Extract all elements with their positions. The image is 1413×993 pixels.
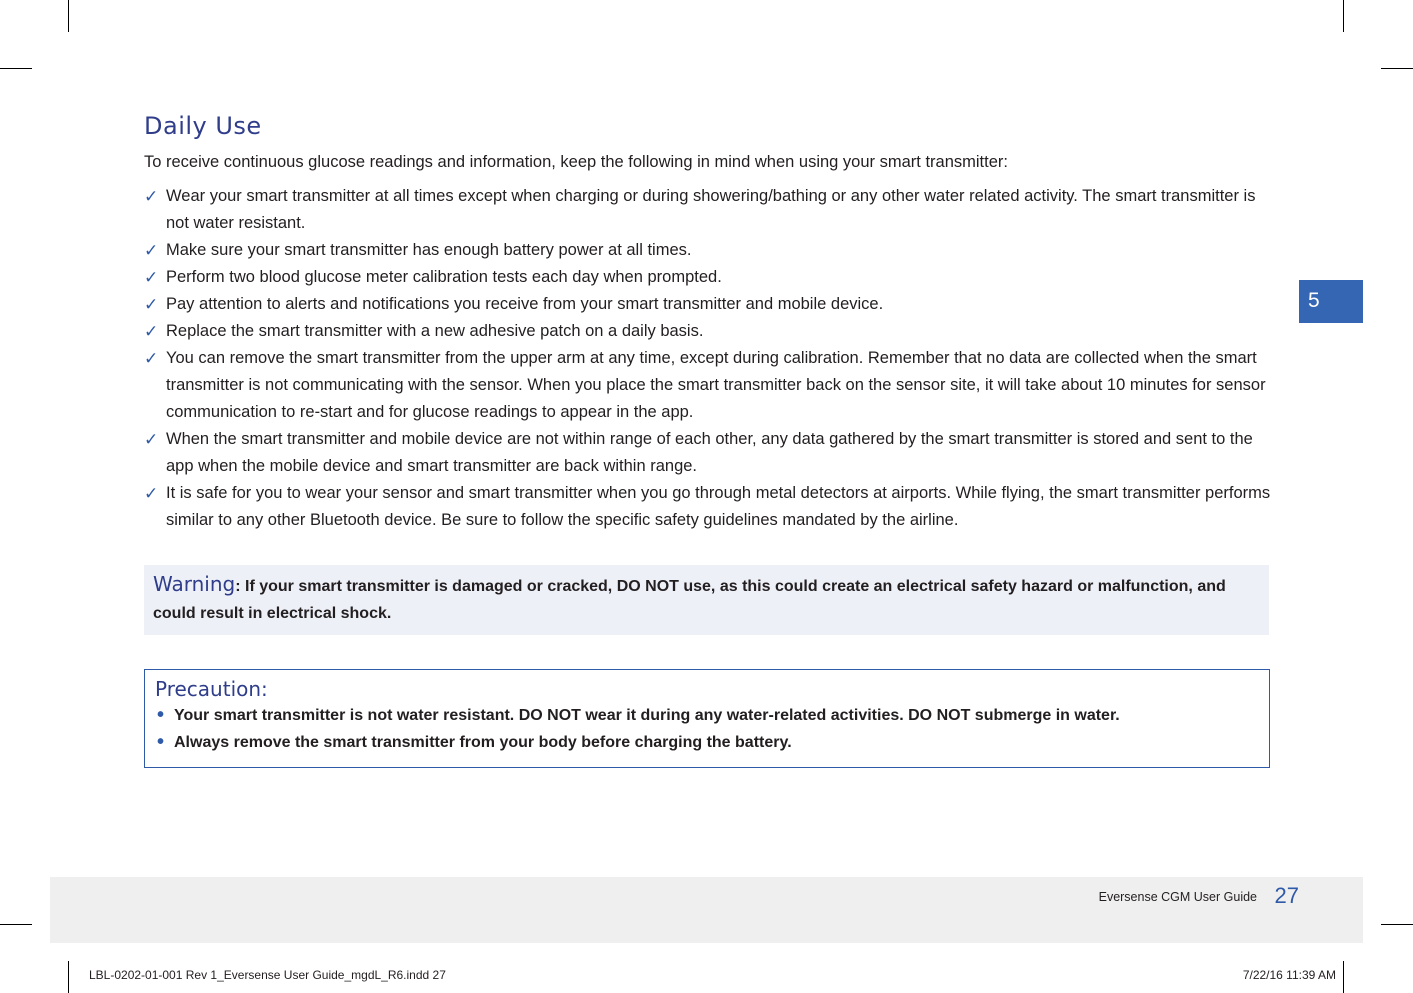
list-item-text: Wear your smart transmitter at all times except when charging or during showering/bathing or any other water related activity. The smart transmitter is not water resistant. bbox=[166, 187, 1256, 232]
page-number: 27 bbox=[1274, 883, 1299, 908]
chapter-tab bbox=[1299, 280, 1363, 323]
list-item bbox=[144, 264, 1274, 291]
bullet-icon: • bbox=[157, 704, 165, 726]
checkmark-icon: ✓ bbox=[144, 295, 159, 314]
precaution-text: Your smart transmitter is not water resistant. DO NOT wear it during any water-related activities. DO NOT submerge in water. bbox=[174, 707, 1120, 724]
list-item-text: It is safe for you to wear your sensor and smart transmitter when you go through metal detectors at airports. While flying, the smart transmitter performs similar to any other Bluetooth device. Be sure to follow the specific safety guidelines mandated by the airline. bbox=[166, 484, 1271, 529]
footer-guide-title: Eversense CGM User Guide bbox=[1098, 890, 1257, 904]
list-item-text: Replace the smart transmitter with a new adhesive patch on a daily basis. bbox=[166, 322, 704, 340]
checkmark-icon: ✓ bbox=[144, 187, 159, 206]
list-item bbox=[144, 345, 1274, 426]
crop-mark bbox=[1381, 68, 1413, 69]
crop-mark bbox=[1343, 961, 1344, 993]
checkmark-icon: ✓ bbox=[144, 484, 159, 503]
list-item bbox=[144, 426, 1274, 480]
precaution-text: Always remove the smart transmitter from your body before charging the battery. bbox=[174, 734, 792, 751]
list-item bbox=[144, 480, 1274, 534]
crop-mark bbox=[0, 68, 32, 69]
crop-mark bbox=[68, 0, 69, 32]
checkmark-icon: ✓ bbox=[144, 349, 159, 368]
intro-text: To receive continuous glucose readings and information, keep the following in mind when using your smart transmitter: bbox=[144, 153, 1008, 171]
list-item bbox=[144, 318, 1274, 345]
crop-mark bbox=[1343, 0, 1344, 32]
checkmark-icon: ✓ bbox=[144, 268, 159, 287]
list-item bbox=[144, 183, 1274, 237]
list-item-text: Pay attention to alerts and notifications you receive from your smart transmitter and mobile device. bbox=[166, 295, 884, 313]
crop-mark bbox=[0, 924, 32, 925]
slug-datetime: 7/22/16 11:39 AM bbox=[1242, 968, 1336, 982]
crop-mark bbox=[68, 961, 69, 993]
list-item-text: Perform two blood glucose meter calibration tests each day when prompted. bbox=[166, 268, 722, 286]
list-item-text: You can remove the smart transmitter from the upper arm at any time, except during calibration. Remember that no data are collected when the smart transmitter is not communicating with the sensor. When you place the smart transmitter back on the sensor site, it will take about 10 minutes for sensor communication to re-start and for glucose readings to appear in the app. bbox=[166, 349, 1266, 421]
list-item bbox=[144, 291, 1274, 318]
warning-box bbox=[144, 565, 1269, 635]
checkmark-icon: ✓ bbox=[144, 322, 159, 341]
crop-mark bbox=[1381, 924, 1413, 925]
list-item-text: Make sure your smart transmitter has enough battery power at all times. bbox=[166, 241, 692, 259]
precaution-box bbox=[144, 669, 1270, 768]
list-item-text: When the smart transmitter and mobile device are not within range of each other, any data gathered by the smart transmitter is stored and sent to the app when the mobile device and smart transmitter are back within range. bbox=[166, 430, 1253, 475]
list-item bbox=[144, 237, 1274, 264]
list-item bbox=[155, 729, 1259, 756]
section-title: Daily Use bbox=[144, 112, 262, 140]
daily-use-checklist bbox=[144, 183, 1274, 534]
page-footer bbox=[50, 877, 1363, 943]
slug-file: LBL-0202-01-001 Rev 1_Eversense User Guide_mgdL_R6.indd 27 bbox=[89, 968, 446, 982]
list-item bbox=[155, 702, 1259, 729]
warning-text: : If your smart transmitter is damaged or cracked, DO NOT use, as this could create an electrical safety hazard or malfunction, and could result in electrical shock. bbox=[153, 578, 1226, 622]
precaution-list bbox=[155, 702, 1259, 756]
precaution-title: Precaution: bbox=[155, 677, 268, 701]
checkmark-icon: ✓ bbox=[144, 241, 159, 260]
checkmark-icon: ✓ bbox=[144, 430, 159, 449]
bullet-icon: • bbox=[157, 731, 165, 753]
chapter-number: 5 bbox=[1308, 289, 1320, 312]
warning-label: Warning bbox=[153, 572, 236, 596]
